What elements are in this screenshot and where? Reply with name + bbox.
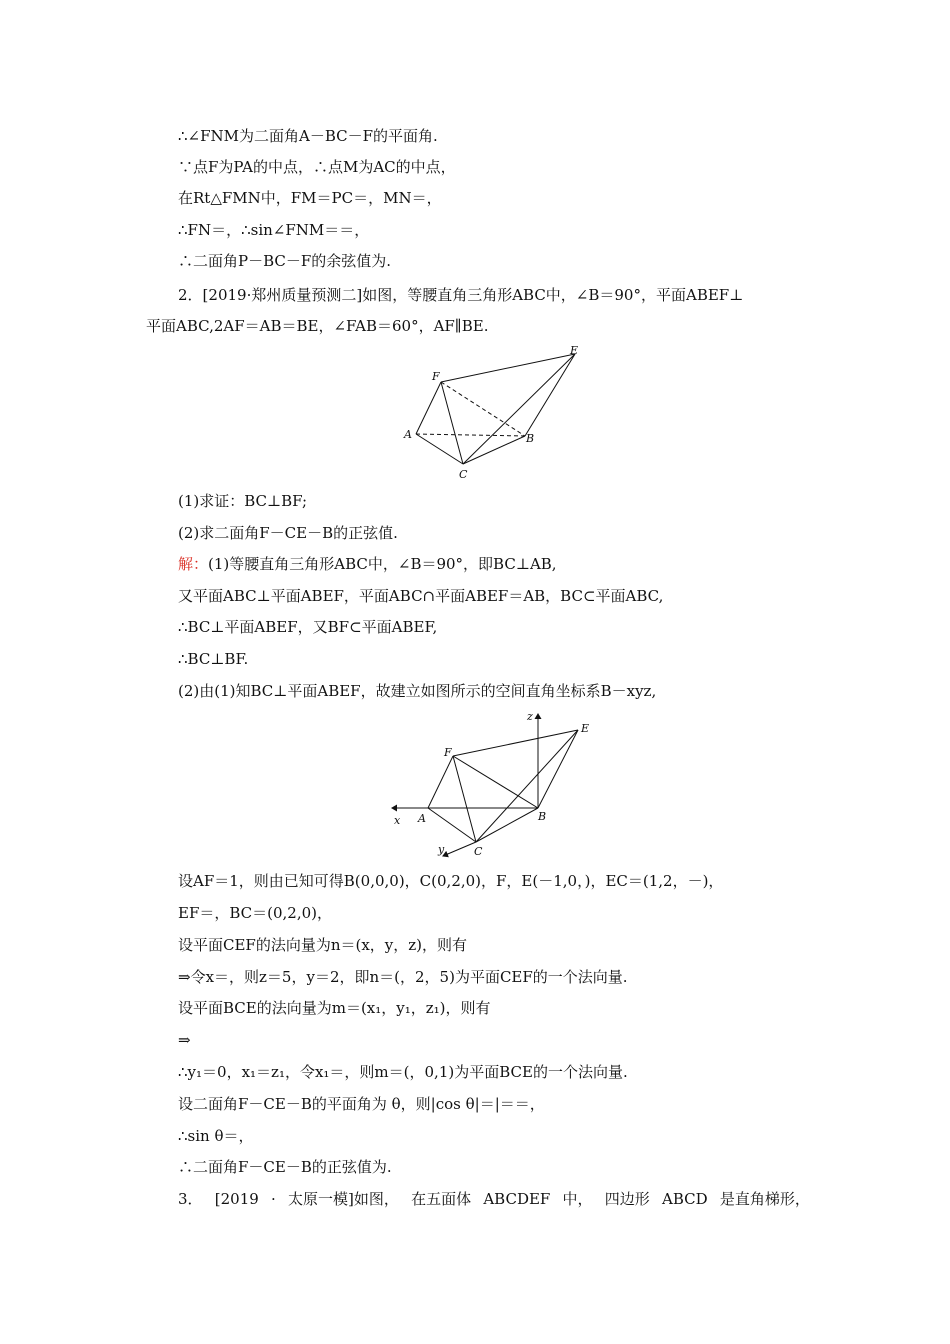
geometry-figure-2 <box>388 708 598 860</box>
question-2: (2)求二面角F－CE－B的正弦值. <box>178 524 398 542</box>
label-z: z <box>527 710 533 723</box>
edge-AB-hidden <box>416 434 525 436</box>
solution-line-12: ∴y₁＝0，x₁＝z₁，令x₁＝，则m＝(，0,1)为平面BCE的一个法向量. <box>178 1063 628 1081</box>
solution-label: 解： <box>178 555 209 573</box>
label-B: B <box>538 810 547 823</box>
text-line-5: ∴二面角P－BC－F的余弦值为. <box>178 252 392 270</box>
problem-2-line-2: 平面ABC,2AF＝AB＝BE，∠FAB＝60°，AF∥BE. <box>146 317 489 335</box>
label-y: y <box>438 843 445 856</box>
solution-line-14: ∴sin θ＝， <box>178 1127 254 1145</box>
solution-line-3: ∴BC⊥平面ABEF，又BF⊂平面ABEF, <box>178 618 438 636</box>
edge-FB <box>453 756 538 808</box>
solution-line-8: 设平面CEF的法向量为n＝(x，y，z)，则有 <box>178 936 468 954</box>
solution-line-10: 设平面BCE的法向量为m＝(x₁，y₁，z₁)，则有 <box>178 999 491 1017</box>
edge-FC <box>453 756 476 842</box>
solution-line-15: ∴二面角F－CE－B的正弦值为. <box>178 1158 392 1176</box>
solution-line-13: 设二面角F－CE－B的平面角为 θ，则|cos θ|＝|＝＝， <box>178 1095 545 1113</box>
edge-EC <box>463 354 575 464</box>
solution-line-4: ∴BC⊥BF. <box>178 650 249 668</box>
label-A: A <box>418 812 426 825</box>
edge-FA <box>428 756 453 808</box>
label-C: C <box>474 845 483 858</box>
edge-AC <box>428 808 476 842</box>
solution-line-6: 设AF＝1，则由已知可得B(0,0,0)，C(0,2,0)，F，E(－1,0，)，EC＝(1,2，－)， <box>178 872 724 890</box>
y-axis <box>443 842 476 856</box>
question-1: (1)求证：BC⊥BF; <box>178 492 308 510</box>
edge-FA <box>416 382 441 434</box>
label-E: E <box>570 344 579 357</box>
edge-EB <box>525 354 575 436</box>
label-B: B <box>526 432 535 445</box>
text-line-4: ∴FN＝，∴sin∠FNM＝＝， <box>178 221 370 239</box>
text-line-3: 在Rt△FMN中，FM＝PC＝，MN＝， <box>178 189 442 207</box>
label-A: A <box>404 428 412 441</box>
solution-line-2: 又平面ABC⊥平面ABEF，平面ABC∩平面ABEF＝AB，BC⊂平面ABC, <box>178 587 664 605</box>
label-x: x <box>394 814 401 827</box>
label-E: E <box>581 722 590 735</box>
label-C: C <box>459 468 468 481</box>
solution-line-5: (2)由(1)知BC⊥平面ABEF，故建立如图所示的空间直角坐标系B－xyz, <box>178 682 657 700</box>
text-line-2: ∵点F为PA的中点，∴点M为AC的中点， <box>178 158 456 176</box>
edge-EC <box>476 730 578 842</box>
solution-line-7: EF＝，BC＝(0,2,0)， <box>178 904 333 922</box>
edge-FE <box>453 730 578 756</box>
solution-line-1: 解：(1)等腰直角三角形ABC中，∠B＝90°，即BC⊥AB, <box>178 555 557 573</box>
solution-line-11: ⇒ <box>178 1031 191 1049</box>
edge-FE <box>441 354 575 382</box>
problem-3-line-1: 3． [2019 · 太原一模]如图， 在五面体 ABCDEF 中， 四边形 ABCD 是直角梯形， <box>178 1190 810 1208</box>
edge-CB <box>476 808 538 842</box>
edge-CB <box>463 436 525 464</box>
edge-EB <box>538 730 578 808</box>
geometry-figure-1 <box>398 340 588 482</box>
label-F: F <box>432 370 440 383</box>
solution-line-9: ⇒令x＝，则z＝5，y＝2，即n＝(，2，5)为平面CEF的一个法向量. <box>178 968 628 986</box>
label-F: F <box>444 746 452 759</box>
problem-2-line-1: 2．[2019·郑州质量预测二]如图，等腰直角三角形ABC中，∠B＝90°，平面ABEF⊥ <box>178 286 744 304</box>
text-line-1: ∴∠FNM为二面角A－BC－F的平面角. <box>178 127 438 145</box>
